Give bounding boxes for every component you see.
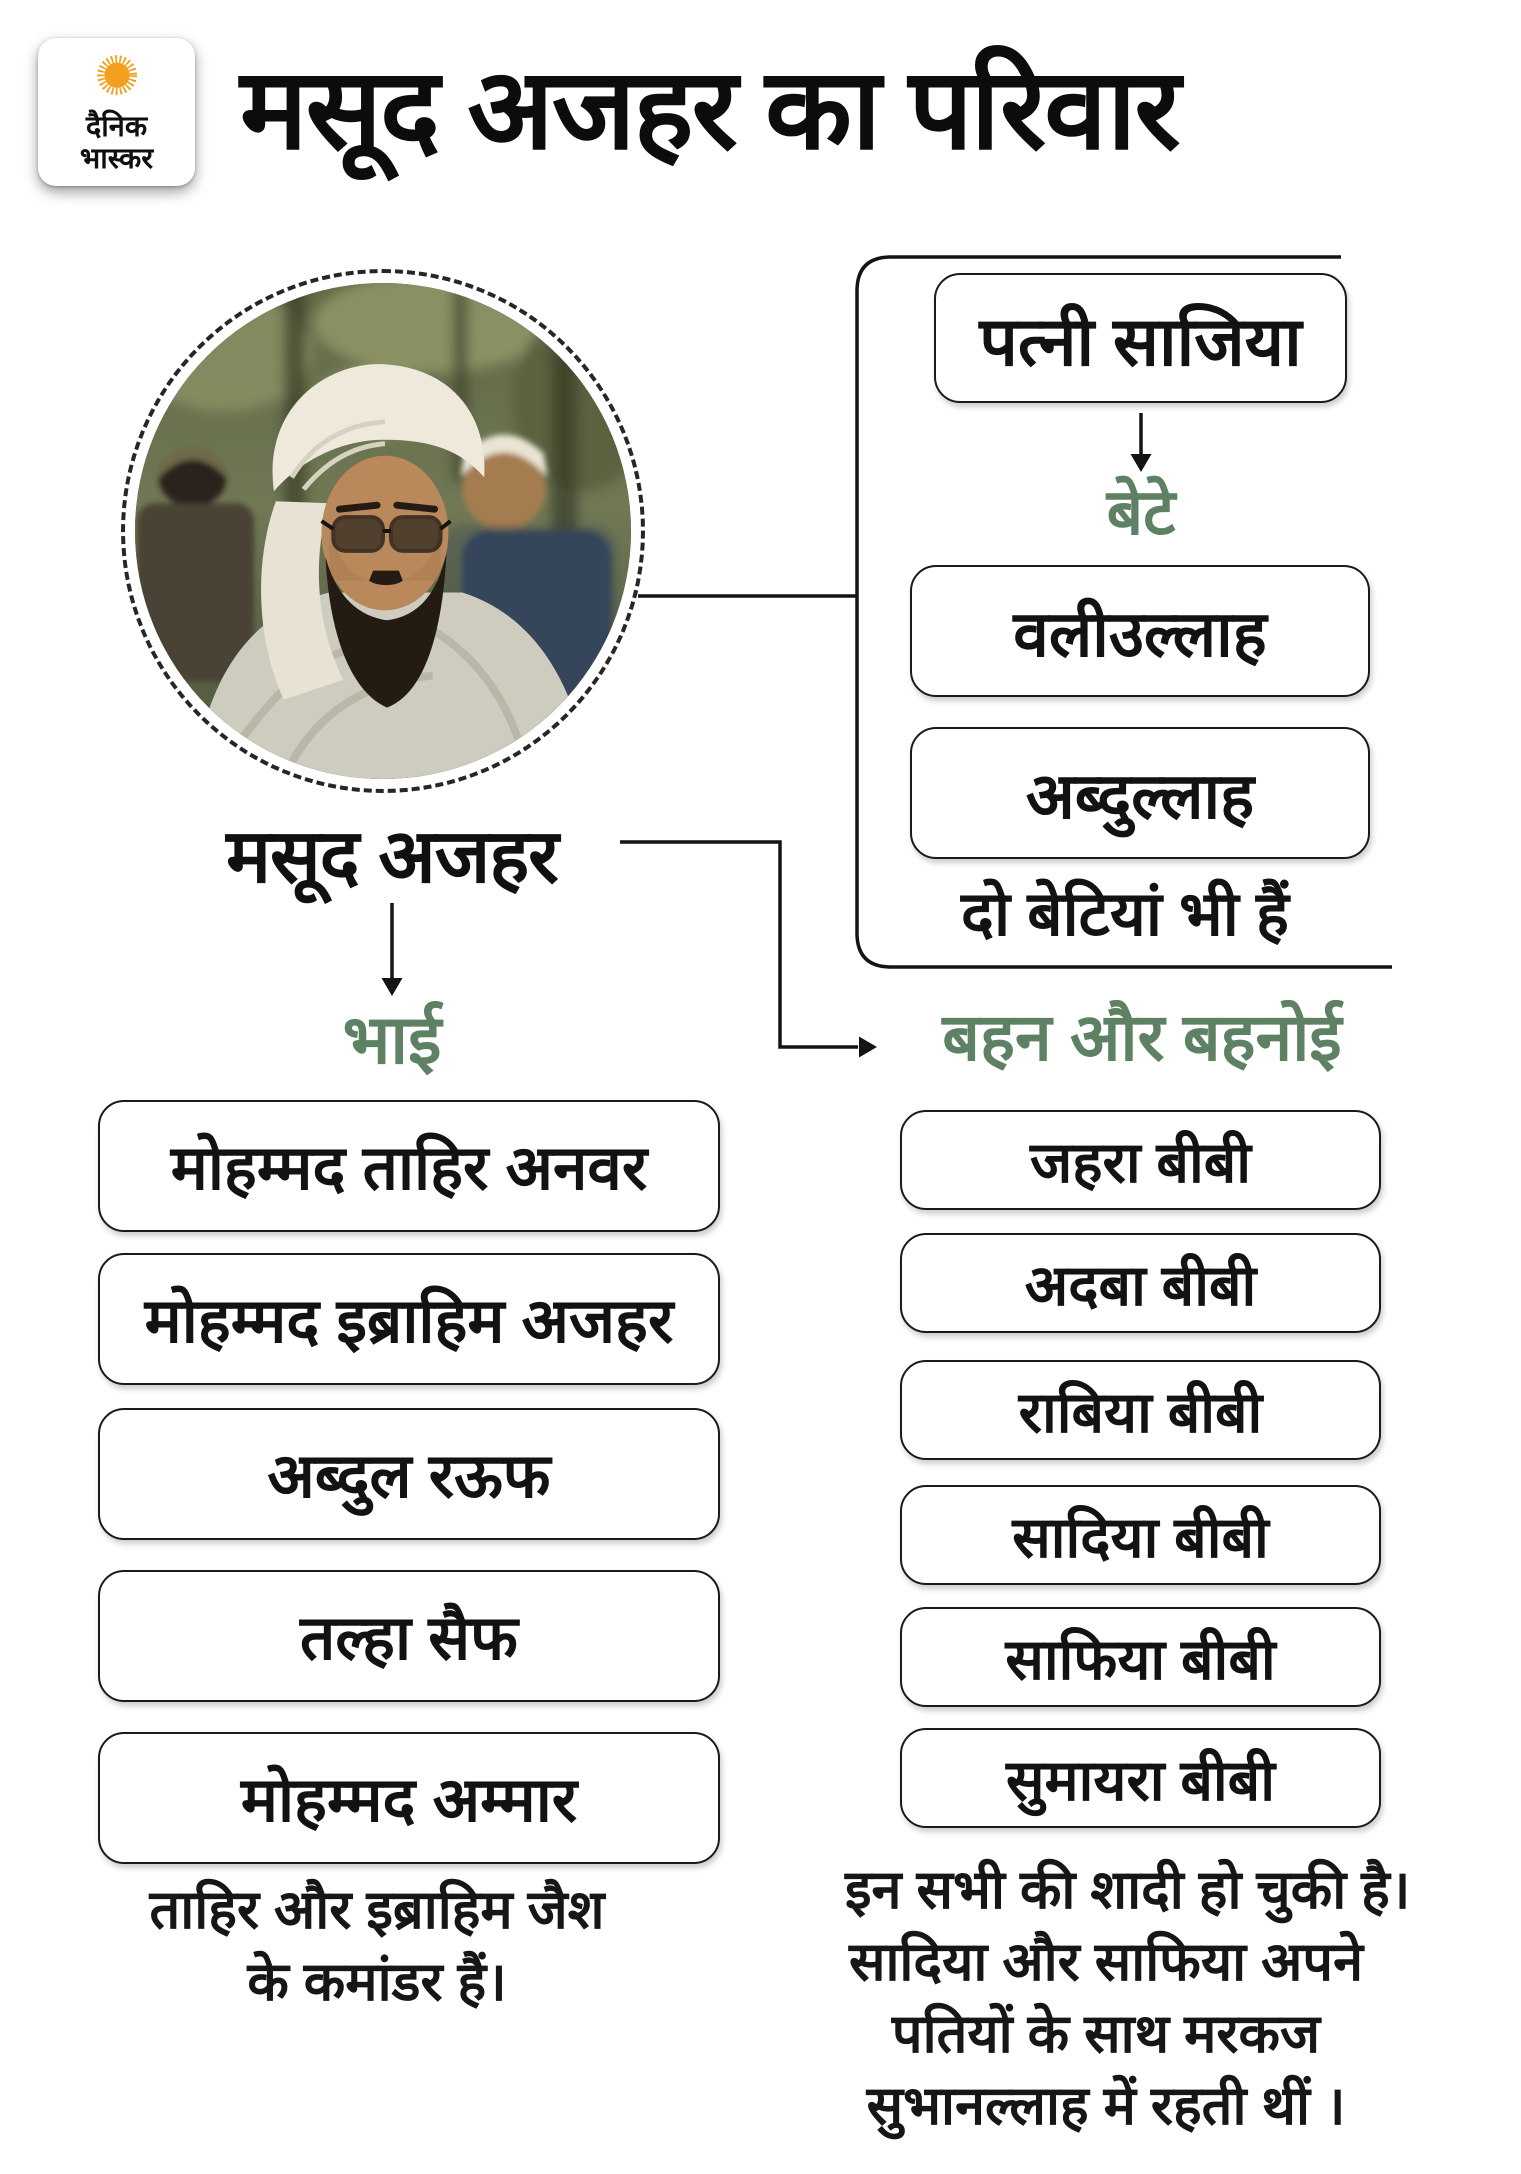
- brothers-note-line: के कमांडर हैं।: [247, 1952, 507, 2012]
- brother-box: अब्दुल रऊफ: [98, 1408, 720, 1540]
- logo-text-line1: दैनिक: [85, 111, 148, 143]
- brother-box: मोहम्मद ताहिर अनवर: [98, 1100, 720, 1232]
- sisters-note-line: सुभानल्लाह में रहती थीं ।: [866, 2076, 1346, 2136]
- sisters-note-line: इन सभी की शादी हो चुकी है।: [845, 1860, 1411, 1920]
- brothers-heading: भाई: [342, 1002, 442, 1078]
- brother-box: मोहम्मद इब्राहिम अजहर: [98, 1253, 720, 1385]
- sister-box: सादिया बीबी: [900, 1485, 1381, 1585]
- arrow-wife-to-sons: [1131, 413, 1152, 472]
- daughters-note: दो बेटियां भी हैं: [961, 880, 1289, 949]
- sisters-heading: बहन और बहनोई: [942, 1000, 1342, 1074]
- wife-box: पत्नी साजिया: [934, 273, 1347, 403]
- dainik-bhaskar-logo: [38, 38, 195, 186]
- logo-text-line2: भास्कर: [79, 143, 154, 175]
- son-box: अब्दुल्लाह: [910, 727, 1370, 859]
- brothers-note: [72, 1874, 682, 2018]
- arrow-name-to-brothers: [382, 903, 403, 996]
- sisters-note-line: सादिया और साफिया अपने: [848, 1932, 1364, 1992]
- son-box: वलीउल्लाह: [910, 565, 1370, 697]
- sister-box: राबिया बीबी: [900, 1360, 1381, 1460]
- page-title: मसूद अजहर का परिवार: [240, 46, 1179, 172]
- sister-box: सुमायरा बीबी: [900, 1728, 1381, 1828]
- brothers-note-line: ताहिर और इब्राहिम जैश: [149, 1880, 605, 1940]
- sun-icon: [88, 48, 146, 111]
- sons-heading: बेटे: [1106, 476, 1176, 548]
- sister-box: अदबा बीबी: [900, 1233, 1381, 1333]
- portrait-name-label: मसूद अजहर: [226, 814, 558, 898]
- sisters-note: [845, 1854, 1411, 2142]
- sisters-note-line: पतियों के साथ मरकज: [891, 2004, 1321, 2064]
- sister-box: जहरा बीबी: [900, 1110, 1381, 1210]
- brother-box: तल्हा सैफ: [98, 1570, 720, 1702]
- brother-box: मोहम्मद अम्मार: [98, 1732, 720, 1864]
- portrait-photo: [135, 283, 631, 779]
- sister-box: साफिया बीबी: [900, 1607, 1381, 1707]
